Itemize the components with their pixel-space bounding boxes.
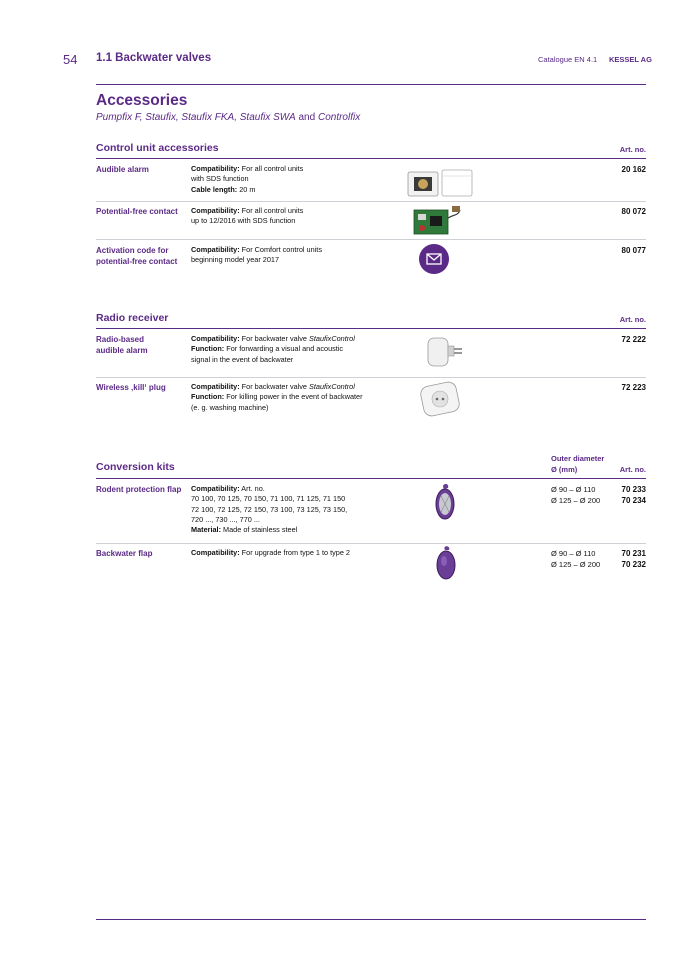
product-name: Backwater flap [96, 549, 153, 558]
catalogue-label: Catalogue EN 4.1 [538, 55, 598, 64]
article-number: 72 222 [621, 335, 646, 344]
product-description [191, 164, 391, 195]
product-name: Wireless ‚kill‘ plug [96, 383, 166, 392]
article-number: 80 077 [621, 246, 646, 255]
product-description [191, 548, 411, 558]
page-number: 54 [63, 52, 78, 67]
subtitle-and: and [295, 112, 318, 123]
section-title: 1.1 Backwater valves [96, 52, 212, 64]
plug-adapter-icon [424, 334, 464, 370]
product-name: Rodent protection flap [96, 485, 182, 494]
desc-line: up to 12/2016 with SDS function [191, 216, 296, 226]
desc-line: (e. g. washing machine) [191, 402, 269, 412]
desc-line: with SDS function [191, 174, 249, 184]
subtitle-products: Pumpfix F, Staufix, Staufix FKA, Staufix SWA [96, 112, 296, 123]
desc-line: Compatibility: For backwater valve StaufixControl [191, 334, 355, 343]
row-divider [96, 377, 646, 378]
outer-diameter-values: Ø 90 – Ø 110 Ø 125 – Ø 200 [551, 485, 601, 505]
radio-receiver-heading: Radio receiver [96, 312, 169, 324]
article-number: 72 223 [621, 383, 646, 392]
article-number: 70 233 70 234 [621, 485, 646, 505]
product-name: Potential-free contact [96, 207, 178, 216]
desc-line: Function: For killing power in the event of backwater [191, 392, 363, 402]
desc-line: Compatibility: For all control units [191, 164, 304, 173]
conversion-kits-heading: Conversion kits [96, 461, 175, 473]
desc-line: Compatibility: For upgrade from type 1 to type 2 [191, 548, 350, 557]
desc-line: Compatibility: For backwater valve StaufixControl [191, 382, 355, 391]
article-number: 20 162 [621, 165, 646, 174]
desc-line: Compatibility: For all control units [191, 206, 304, 215]
desc-line: Material: Made of stainless steel [191, 525, 298, 535]
product-description [191, 206, 391, 227]
art-no-header: Art. no. [619, 145, 646, 154]
article-number: 80 072 [621, 207, 646, 216]
art-no-header: Art. no. [619, 315, 646, 324]
outer-diameter-header: Outer diameter Ø (mm) [551, 454, 605, 474]
header-rule [96, 84, 646, 85]
page-subtitle [96, 112, 360, 123]
wireless-plug-icon [416, 378, 464, 418]
desc-line: 72 100, 72 125, 72 150, 73 100, 73 125, 73 150, [191, 504, 348, 514]
row-divider [96, 239, 646, 240]
backwater-flap-icon [432, 544, 460, 582]
art-no-header: Art. no. [619, 465, 646, 474]
desc-line: 70 100, 70 125, 70 150, 71 100, 71 125, 71 150 [191, 494, 346, 504]
desc-line: beginning model year 2017 [191, 255, 280, 265]
product-description [191, 245, 391, 266]
rodent-flap-icon [430, 480, 460, 522]
desc-line: 720 ..., 730 ..., 770 ... [191, 514, 260, 524]
desc-line: Function: For forwarding a visual and acoustic [191, 344, 344, 354]
product-name: Radio-based audible alarm [96, 335, 148, 355]
company-name: KESSEL AG [609, 55, 652, 64]
circuit-board-icon [412, 204, 462, 236]
outer-diameter-values: Ø 90 – Ø 110 Ø 125 – Ø 200 [551, 549, 601, 569]
row-divider [96, 201, 646, 202]
envelope-icon [418, 243, 450, 275]
desc-line: Compatibility: Art. no. [191, 484, 265, 493]
row-divider [96, 543, 646, 544]
section-rule [96, 478, 646, 479]
product-name: Activation code for potential-free contact [96, 246, 178, 266]
product-description [191, 484, 411, 535]
product-description [191, 382, 411, 413]
control-unit-heading: Control unit accessories [96, 142, 219, 154]
subtitle-controlfix: Controlfix [317, 112, 361, 123]
desc-line: Compatibility: For Comfort control units [191, 245, 322, 254]
footer-rule [96, 919, 646, 920]
product-description [191, 334, 411, 365]
section-rule [96, 328, 646, 329]
section-rule [96, 158, 646, 159]
alarm-box-icon [404, 164, 476, 200]
product-name: Audible alarm [96, 165, 149, 174]
article-number: 70 231 70 232 [621, 549, 646, 569]
page-title: Accessories [96, 92, 188, 109]
desc-line: Cable length: 20 m [191, 184, 256, 194]
desc-line: signal in the event of backwater [191, 354, 294, 364]
